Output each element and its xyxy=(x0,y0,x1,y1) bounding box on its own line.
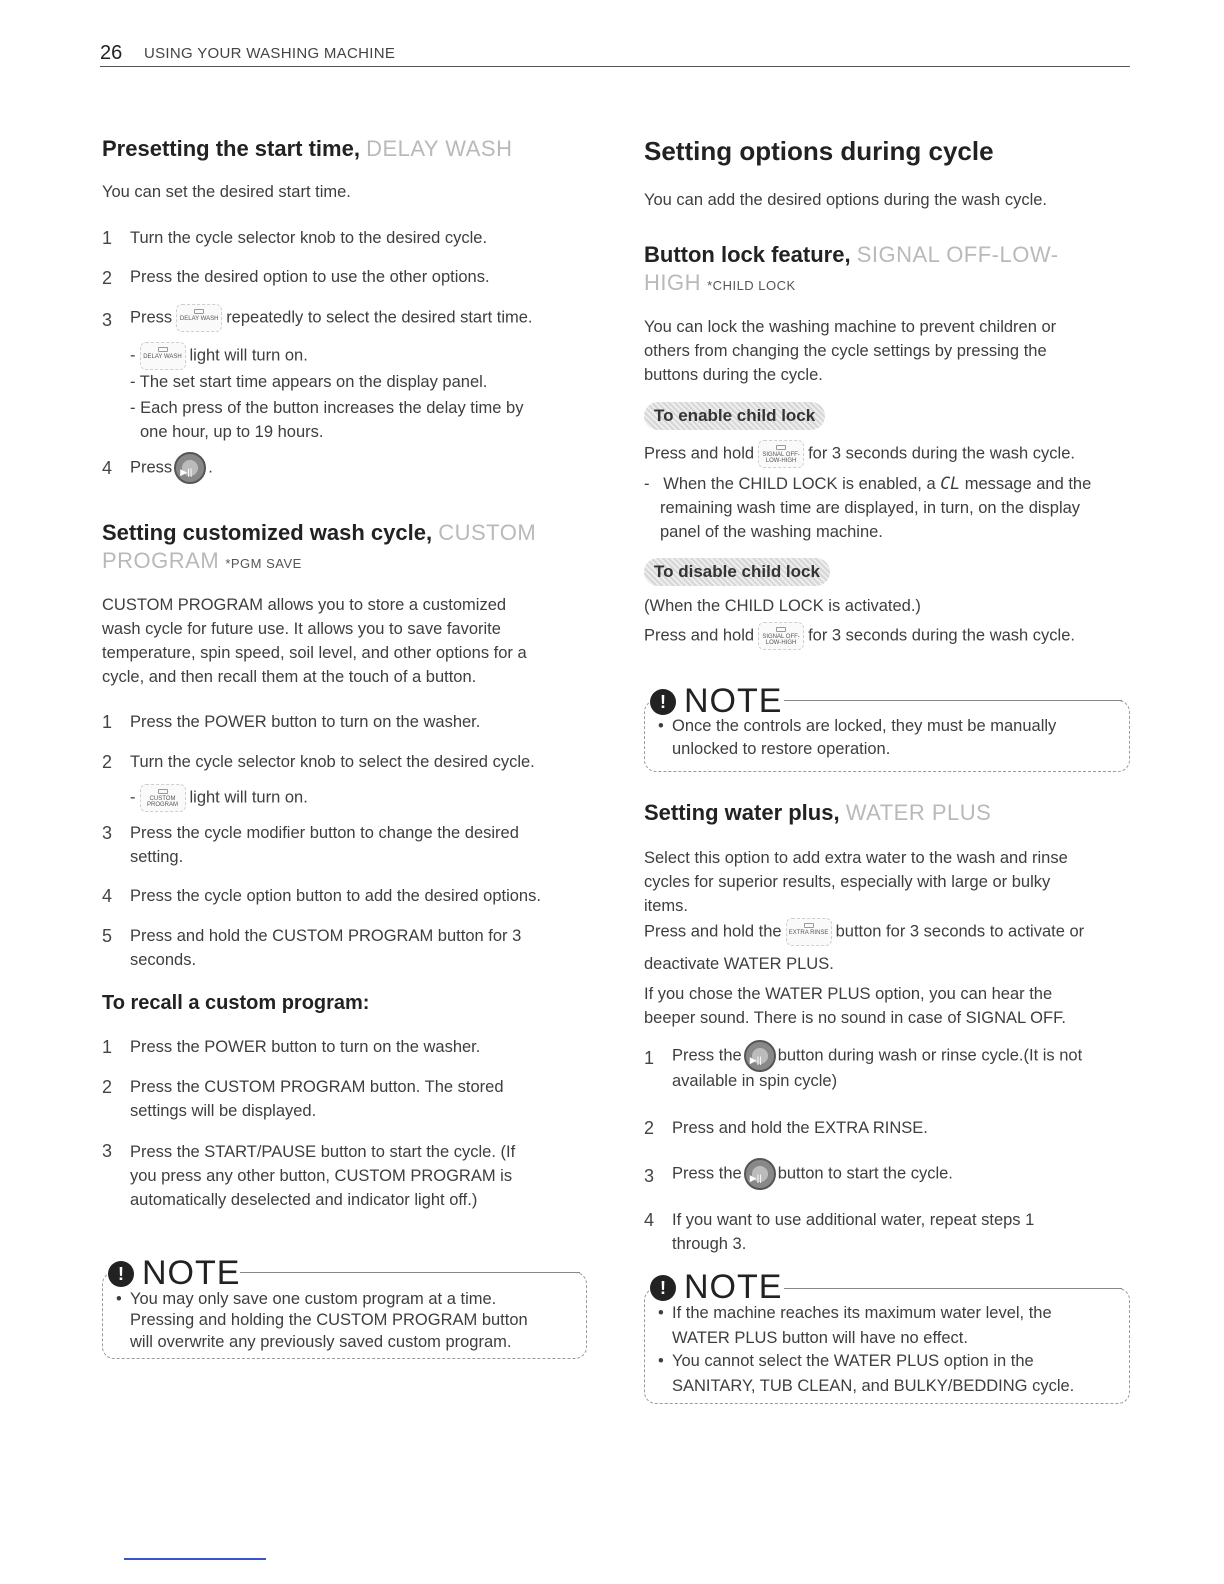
options-heading: Setting options during cycle xyxy=(644,136,994,166)
delay-wash-light-icon: DELAY WASH xyxy=(140,342,186,370)
note-label: NOTE xyxy=(142,1254,241,1292)
custom-title-highlight-2: PROGRAM xyxy=(102,548,220,573)
delay-title-highlight: DELAY WASH xyxy=(366,136,513,161)
enable-sub-line: - When the CHILD LOCK is enabled, a CL message and the xyxy=(644,474,1092,493)
custom-intro-line: cycle, and then recall them at the touch of a button. xyxy=(102,668,477,686)
step-number: 2 xyxy=(102,268,113,288)
enable-instruction: Press and hold SIGNAL OFF-LOW-HIGH for 3 seconds during the wash cycle. xyxy=(644,440,1075,468)
lock-intro-line: buttons during the cycle. xyxy=(644,366,823,384)
note-rule xyxy=(784,1288,1122,1289)
water-title-text: Setting water plus, xyxy=(644,800,840,825)
custom-step-text: Press the cycle modifier button to change the desired xyxy=(130,824,519,842)
step-number: 3 xyxy=(102,1141,113,1161)
enable-child-lock-label: To enable child lock xyxy=(644,402,825,430)
delay-step-text: Press the desired option to use the other options. xyxy=(130,268,490,286)
disable-when: (When the CHILD LOCK is activated.) xyxy=(644,597,921,615)
start-pause-icon xyxy=(744,1158,776,1190)
delay-wash-heading xyxy=(102,136,513,162)
custom-step-text: Turn the cycle selector knob to select the desired cycle. xyxy=(130,753,535,771)
step-number: 4 xyxy=(102,886,113,906)
delay-sub-item: - Each press of the button increases the delay time by xyxy=(130,399,524,417)
note-line: unlocked to restore operation. xyxy=(672,740,891,758)
custom-title-text: Setting customized wash cycle, xyxy=(102,520,433,545)
custom-title-highlight: CUSTOM xyxy=(438,520,537,545)
delay-sub-item: one hour, up to 19 hours. xyxy=(140,423,324,441)
step-number: 4 xyxy=(644,1210,655,1230)
note-label: NOTE xyxy=(684,682,783,720)
lock-intro-line: You can lock the washing machine to prevent children or xyxy=(644,318,1057,336)
step-number: 5 xyxy=(102,926,113,946)
delay-step-text: Turn the cycle selector knob to the desired cycle. xyxy=(130,229,488,247)
water-step-text: available in spin cycle) xyxy=(672,1072,838,1090)
water-intro-line: Select this option to add extra water to the wash and rinse xyxy=(644,849,1068,867)
signal-button-icon: SIGNAL OFF-LOW-HIGH xyxy=(758,440,804,468)
lock-title-highlight: SIGNAL OFF-LOW- xyxy=(856,242,1059,267)
custom-step-text: Press the POWER button to turn on the washer. xyxy=(130,713,481,731)
button-lock-heading-line2 xyxy=(644,270,796,296)
lock-intro-line: others from changing the cycle settings by pressing the xyxy=(644,342,1047,360)
footer-link-underline xyxy=(124,1558,266,1560)
recall-heading: To recall a custom program: xyxy=(102,992,370,1014)
exclamation-icon: ! xyxy=(650,1275,676,1301)
enable-sub-line: panel of the washing machine. xyxy=(660,523,883,541)
recall-step-text: you press any other button, CUSTOM PROGRAM is xyxy=(130,1167,513,1185)
water-step-text: Press and hold the EXTRA RINSE. xyxy=(672,1119,928,1137)
exclamation-icon: ! xyxy=(650,689,676,715)
delay-sub-item: - The set start time appears on the display panel. xyxy=(130,373,488,391)
water-step-text: Press the▶ǀǀ button to start the cycle. xyxy=(672,1158,953,1190)
step-number: 2 xyxy=(102,1077,113,1097)
start-pause-icon xyxy=(174,452,206,484)
lock-title-small: *CHILD LOCK xyxy=(707,278,796,293)
custom-light-item: - CUSTOM PROGRAM light will turn on. xyxy=(130,784,308,812)
custom-step-text: Press and hold the CUSTOM PROGRAM button for 3 xyxy=(130,927,522,945)
custom-step-text: Press the cycle option button to add the desired options. xyxy=(130,887,541,905)
custom-program-heading-line2 xyxy=(102,548,302,574)
custom-intro-line: wash cycle for future use. It allows you to save favorite xyxy=(102,620,501,638)
note-line: will overwrite any previously saved custom program. xyxy=(130,1333,512,1351)
note-line: WATER PLUS button will have no effect. xyxy=(672,1329,968,1347)
lock-title-highlight-2: HIGH xyxy=(644,270,701,295)
water-step-text: through 3. xyxy=(672,1235,747,1253)
delay-title-text: Presetting the start time, xyxy=(102,136,360,161)
note-line: Pressing and holding the CUSTOM PROGRAM button xyxy=(130,1311,528,1329)
water-step-text: Press the▶ǀǀ button during wash or rinse cycle.(It is not xyxy=(672,1040,1082,1072)
note-bullet: • You cannot select the WATER PLUS option in the xyxy=(672,1350,1034,1372)
cl-code: CL xyxy=(940,474,961,493)
water-beeper-line: If you chose the WATER PLUS option, you can hear the xyxy=(644,985,1053,1003)
note-line: SANITARY, TUB CLEAN, and BULKY/BEDDING cycle. xyxy=(672,1377,1075,1395)
delay-intro: You can set the desired start time. xyxy=(102,183,351,201)
step-number: 4 xyxy=(102,458,113,478)
note-bullet: • Once the controls are locked, they must be manually xyxy=(672,715,1056,737)
disable-child-lock-label: To disable child lock xyxy=(644,558,830,586)
exclamation-icon: ! xyxy=(108,1261,134,1287)
water-hold-line: Press and hold the EXTRA RINSE button for 3 seconds to activate or xyxy=(644,918,1084,946)
water-step-text: If you want to use additional water, repeat steps 1 xyxy=(672,1211,1035,1229)
note-bullet: • You may only save one custom program at a time. xyxy=(130,1288,496,1310)
water-intro-line: cycles for superior results, especially with large or bulky xyxy=(644,873,1051,891)
page-header xyxy=(100,40,1130,67)
step-number: 1 xyxy=(644,1048,655,1068)
lock-title-text: Button lock feature, xyxy=(644,242,851,267)
options-intro: You can add the desired options during the wash cycle. xyxy=(644,191,1047,209)
start-pause-icon xyxy=(744,1040,776,1072)
custom-step-text: seconds. xyxy=(130,951,197,969)
recall-step-text: settings will be displayed. xyxy=(130,1102,317,1120)
delay-wash-button-icon: DELAY WASH xyxy=(176,304,222,332)
page-number: 26 xyxy=(100,42,123,64)
step-number: 2 xyxy=(644,1118,655,1138)
water-hold-end: deactivate WATER PLUS. xyxy=(644,955,834,973)
custom-step-text: setting. xyxy=(130,848,184,866)
step-number: 1 xyxy=(102,1037,113,1057)
water-intro-line: items. xyxy=(644,897,689,915)
delay-sub-item: - DELAY WASH light will turn on. xyxy=(130,342,308,370)
water-plus-heading xyxy=(644,800,991,826)
water-beeper-line: beeper sound. There is no sound in case of SIGNAL OFF. xyxy=(644,1009,1066,1027)
signal-button-icon: SIGNAL OFF-LOW-HIGH xyxy=(758,622,804,650)
recall-step-text: Press the START/PAUSE button to start the cycle. (If xyxy=(130,1143,516,1161)
step-number: 1 xyxy=(102,712,113,732)
custom-title-small: *PGM SAVE xyxy=(225,556,302,571)
step-number: 3 xyxy=(102,823,113,843)
note-bullet: • If the machine reaches its maximum water level, the xyxy=(672,1302,1052,1324)
step-number: 1 xyxy=(102,228,113,248)
disable-instruction: Press and hold SIGNAL OFF-LOW-HIGH for 3 seconds during the wash cycle. xyxy=(644,622,1075,650)
button-lock-heading xyxy=(644,242,1059,268)
note-rule xyxy=(784,700,1122,701)
note-label: NOTE xyxy=(684,1268,783,1306)
step-number: 2 xyxy=(102,752,113,772)
recall-step-text: Press the CUSTOM PROGRAM button. The stored xyxy=(130,1078,504,1096)
custom-intro-line: CUSTOM PROGRAM allows you to store a customized xyxy=(102,596,507,614)
extra-rinse-button-icon: EXTRA RINSE xyxy=(786,918,832,946)
water-title-highlight: WATER PLUS xyxy=(845,800,992,825)
enable-sub-line: remaining wash time are displayed, in turn, on the display xyxy=(660,499,1081,517)
custom-program-heading xyxy=(102,520,536,546)
note-rule xyxy=(240,1272,580,1273)
recall-step-text: automatically deselected and indicator light off.) xyxy=(130,1191,478,1209)
recall-step-text: Press the POWER button to turn on the washer. xyxy=(130,1038,481,1056)
custom-intro-line: temperature, spin speed, soil level, and other options for a xyxy=(102,644,527,662)
custom-program-light-icon: CUSTOM PROGRAM xyxy=(140,784,186,812)
delay-step-text: Press▶ǀǀ . xyxy=(130,452,213,484)
delay-step-text: Press DELAY WASH repeatedly to select the desired start time. xyxy=(130,304,533,332)
step-number: 3 xyxy=(644,1166,655,1186)
header-section-title: USING YOUR WASHING MACHINE xyxy=(144,45,396,62)
step-number: 3 xyxy=(102,310,113,330)
